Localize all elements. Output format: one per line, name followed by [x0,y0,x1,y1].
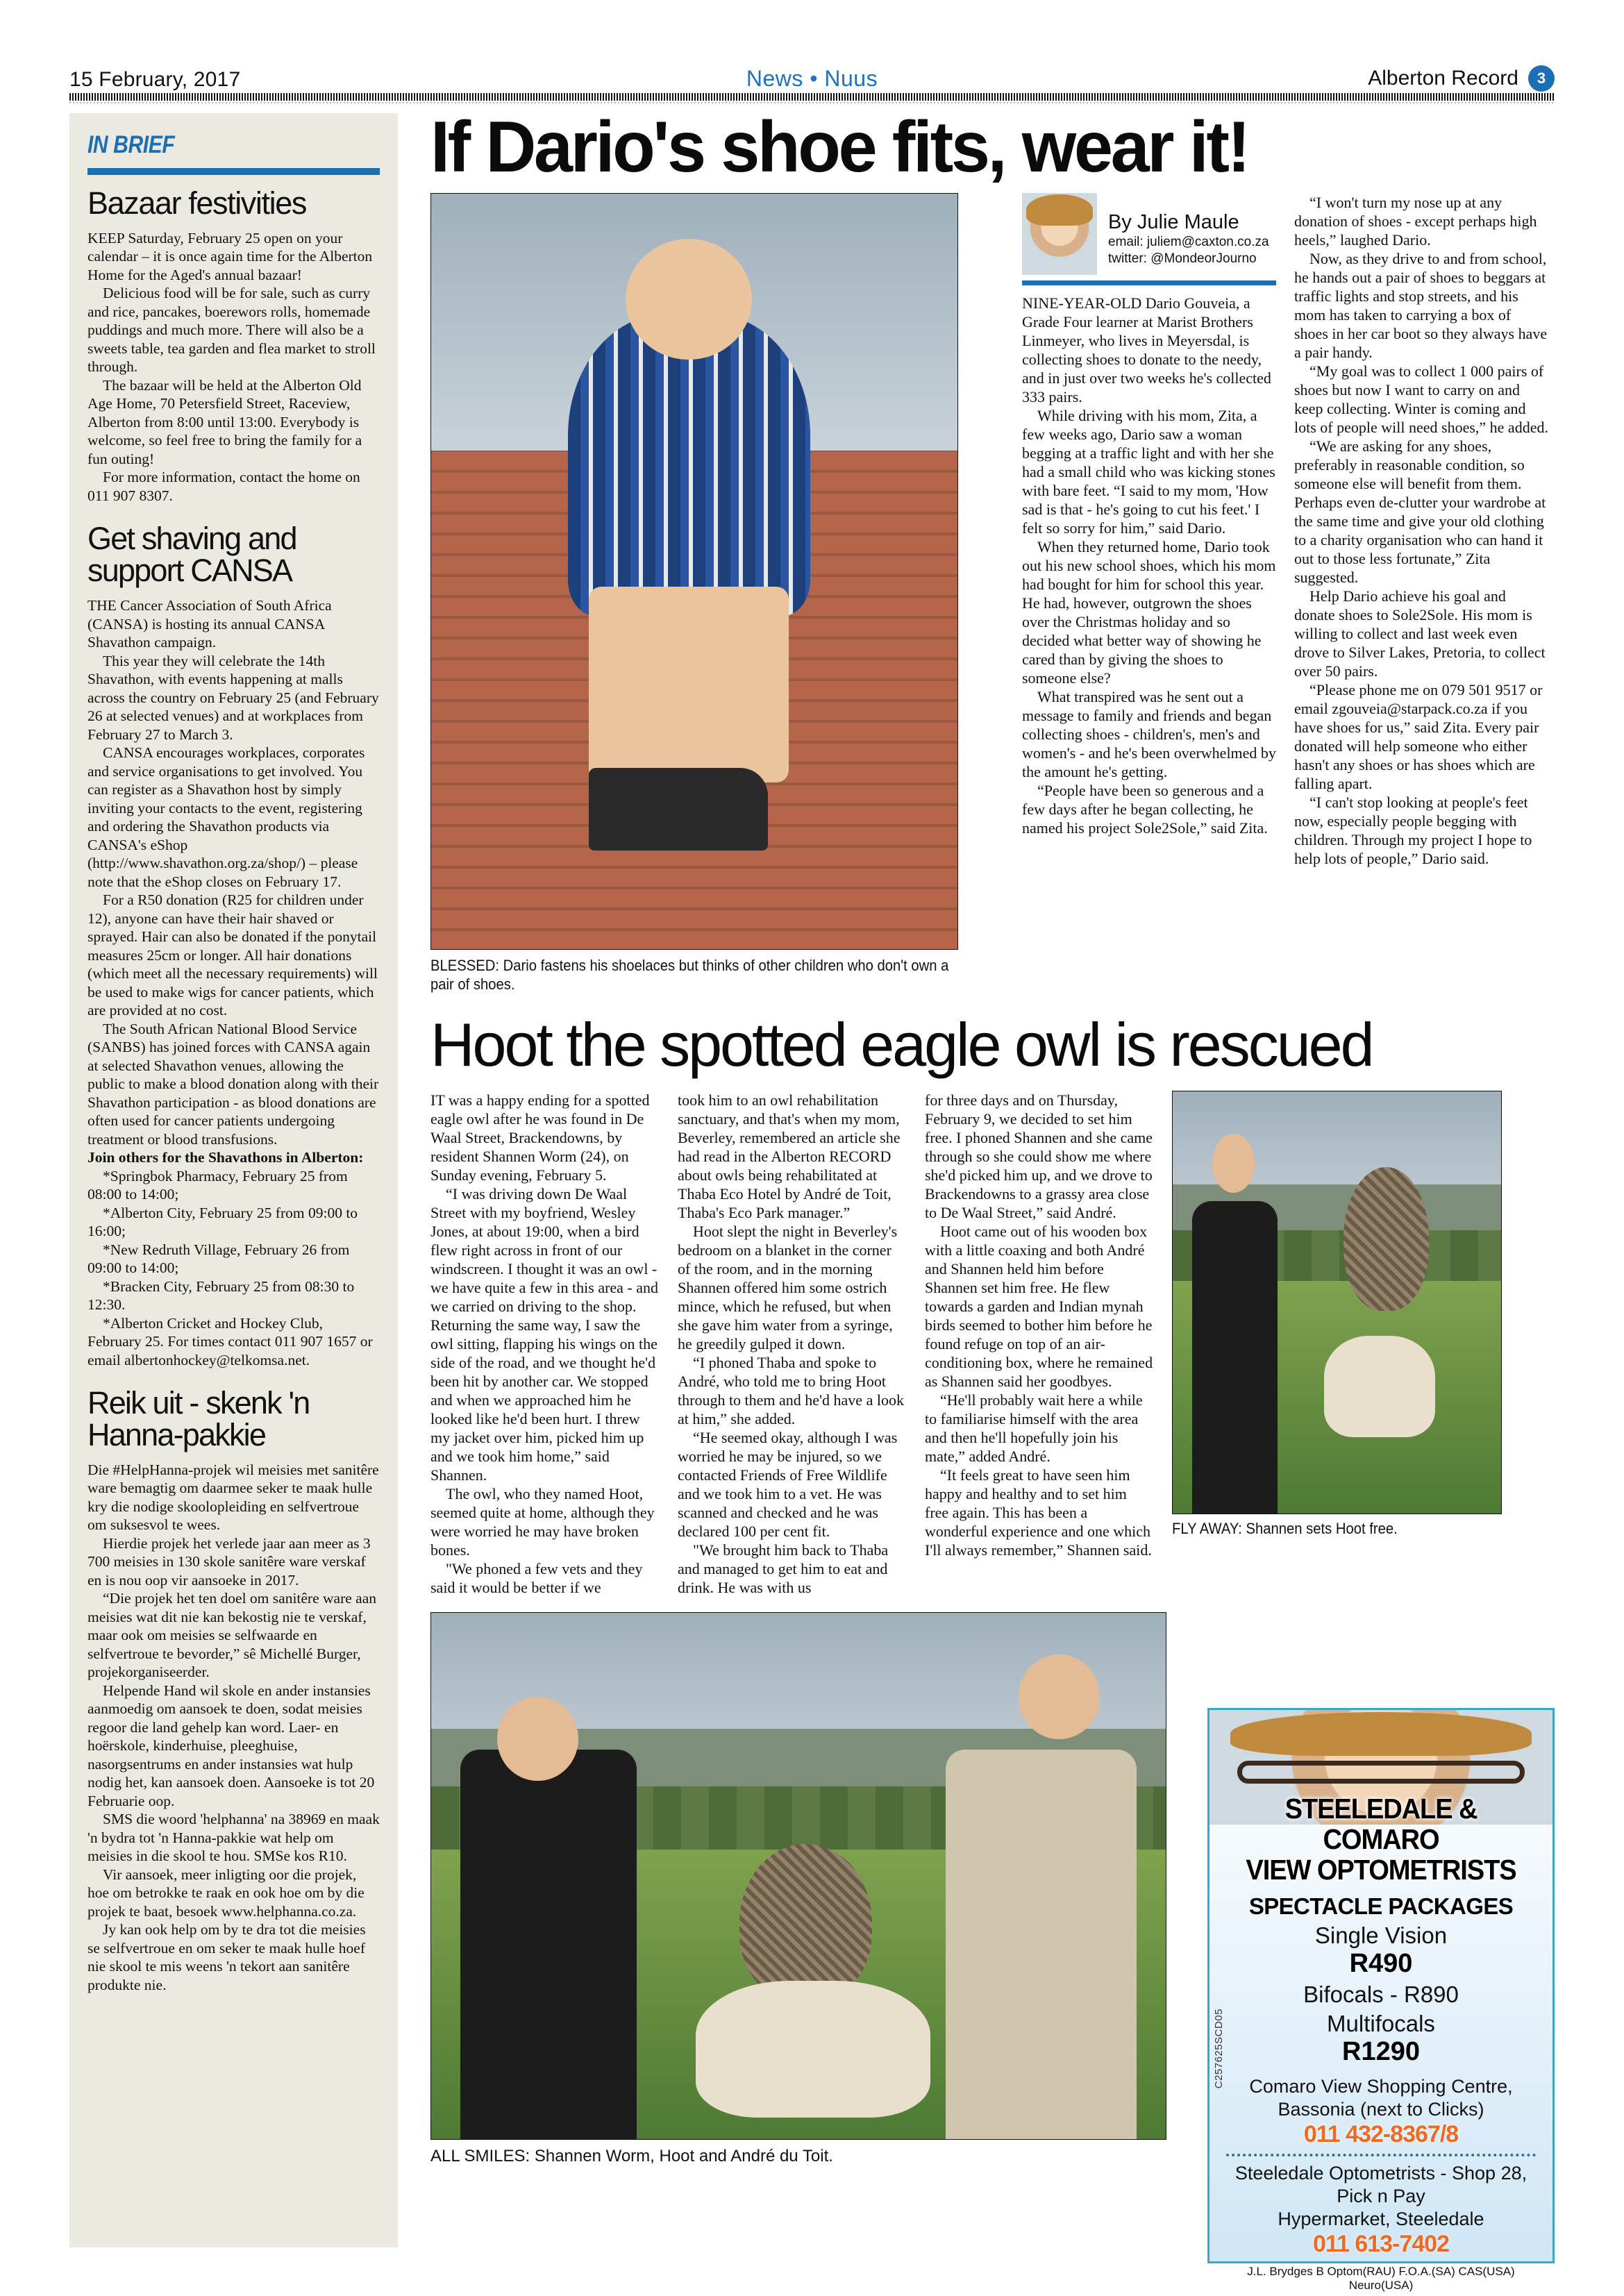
paragraph: What transpired was he sent out a message to family and friends and began collecting shoes - children's, men's and women's - and he's been overwhelmed by the amount he's getting. [1022,687,1276,780]
advertisement-optometrists[interactable] [1207,1708,1555,2292]
paragraph: For a R50 donation (R25 for children under 12), anyone can have their hair shaved or sprayed. Hair can also be donated if the ponytail measures 25cm or longer. All hair donations (which meet all the necessary requirements) will be used to make wigs for cancer patients, which are provided at no cost. [87,891,378,1019]
ad-phone-1[interactable]: 011 432-8367/8 [1303,2121,1459,2147]
sidebar-story-cansa [87,523,380,1369]
paragraph: SMS die woord 'helphanna' na 38969 en maak 'n bydra tot 'n Hanna-pakkie wat help om meisies in die skool te hou. SMSe kos R10. [87,1811,380,1865]
masthead-right [1368,65,1555,92]
in-brief-divider [87,168,380,175]
issue-date: 15 February, 2017 [69,68,241,91]
owl-photo-block [1172,1091,1502,1597]
ad-job-code: C257625SCD05 [1213,2009,1225,2089]
ad-address2-line1: Steeledale Optometrists - Shop 28, Pick n Pay [1234,2163,1527,2206]
ad-package3-price: R1290 [1342,2037,1420,2066]
sidebar-story-helphanna [87,1387,380,1994]
paragraph: CANSA encourages workplaces, corporates and service organisations to get involved. You can register as a Shavathon host by simply inviting your contacts to the event, registering and ordering the Shavathon products via CANSA's eShop (http://www.shavathon.org.za/shop/) – please note that the eShop closes on February 17. [87,744,365,890]
paragraph: “He seemed okay, although I was worried he may be injured, so we contacted Friends of Free Wildlife and we took him to a vet. He was scanned and checked and he was declared 100 per cent fit. [678,1428,898,1540]
paragraph: Die #HelpHanna-projek wil meisies met sanitêre ware bemagtig om daarmee seker te maak hulle kry die nodige skoolopleiding en selfvertroue om suksesvol te wees. [87,1461,379,1534]
ad-package2: Bifocals - R890 [1303,1981,1459,2007]
ad-title-line2: VIEW OPTOMETRISTS [1246,1854,1516,1886]
lead-text-columns [1022,193,1555,868]
lead-photo-block [430,193,1007,994]
paragraph: “I phoned Thaba and spoke to André, who told me to bring Hoot through to them and he'd have a look at him,” she added. [678,1353,904,1427]
paragraph: Hierdie projek het verlede jaar aan meer as 3 700 meisies in 130 skole sanitêre ware verskaf en is nou oop vir aansoeke in 2017. [87,1534,371,1589]
paragraph: While driving with his mom, Zita, a few weeks ago, Dario saw a woman begging at a traffic light and with her she had a small child who was kicking stones with bare feet. “I said to my mom, 'How sad is that - he's going to cut his feet.' I felt so sorry for him,” said Dario. [1022,406,1275,537]
owl-group-caption: ALL SMILES: Shannen Worm, Hoot and André du Toit. [430,2146,833,2165]
author-avatar [1022,193,1097,275]
paragraph: Now, as they drive to and from school, he hands out a pair of shoes to beggars at traffic lights and stop streets, and his mom has taken to carrying a box of shoes in her car boot so they always have a pair handy. [1294,249,1548,361]
photo-art [431,1613,1166,2139]
shavathon-list-heading: Join others for the Shavathons in Alberton: [87,1149,364,1166]
shavathon-list-item: *Alberton City, February 25 from 09:00 to 16:00; [87,1204,358,1240]
photo-art [431,194,957,949]
owl-column-1 [430,1091,660,1597]
sidebar-headline: Reik uit - skenk 'n Hanna-pakkie [87,1385,310,1453]
paragraph: "We phoned a few vets and they said it would be better if we [430,1559,643,1596]
photo-art [1173,1091,1501,1514]
masthead [69,50,1555,92]
ad-package1-label: Single Vision [1314,1922,1448,1948]
paragraph: IT was a happy ending for a spotted eagle owl after he was found in De Waal Street, Brackendowns, by resident Shannen Worm (24), on Sunday evening, February 5. [430,1091,650,1184]
paragraph: NINE-YEAR-OLD Dario Gouveia, a Grade Four learner at Marist Brothers Linmeyer, who lives in Meyersdal, is collecting shoes to donate to the needy, and in just over two weeks he's collected 333 pairs. [1022,294,1271,405]
author-email: email: juliem@caxton.co.za [1108,234,1269,249]
owl-column-3 [925,1091,1154,1597]
lead-story-top [430,193,1555,994]
paragraph: “I can't stop looking at people's feet now, especially people begging with children. Through my project I hope to help lots of people,” Dario said. [1294,793,1532,867]
section-title: News • Nuus [746,66,878,91]
paragraph: “Please phone me on 079 501 9517 or email zgouveia@starpack.co.za if you have shoes for us,” said Zita. Every pair donated will help someone who either hasn't any shoes or has shoes which are falling apart. [1294,680,1543,792]
masthead-rule [69,93,1555,101]
paragraph: The owl, who they named Hoot, seemed quite at home, although they were worried he may have broken bones. [430,1484,655,1559]
paragraph: "We brought him back to Thaba and managed to get him to eat and drink. He was with us [678,1541,889,1596]
ad-package1-price: R490 [1349,1949,1413,1978]
sidebar-body [87,596,380,1369]
paragraph: THE Cancer Association of South Africa (CANSA) is hosting its annual CANSA Shavathon campaign. [87,597,332,651]
publication-title: Alberton Record [1368,67,1518,90]
sidebar-body [87,229,380,505]
owl-column-2 [678,1091,907,1597]
byline-divider [1022,280,1276,285]
ad-title-line1: STEELEDALE & COMARO [1284,1793,1477,1855]
lead-headline: If Dario's shoe fits, wear it! [430,107,1248,187]
shavathon-list-item: *Bracken City, February 25 from 08:30 to 12:30. [87,1277,355,1314]
page-number-badge: 3 [1528,65,1555,92]
ad-credentials: J.L. Brydges B Optom(RAU) F.O.A.(SA) CAS(USA) Neuro(USA) [1247,2265,1515,2292]
second-story-grid [430,1091,1555,1597]
lead-column-1 [1022,193,1276,868]
in-brief-sidebar [69,113,398,2247]
paragraph: took him to an owl rehabilitation sanctuary, and that's when my mom, Beverley, remembered an article she had read in the Alberton RECORD about owls being rehabilitated at Thaba Eco Hotel by André de Toit, Thaba's Eco Park manager.” [678,1091,901,1221]
lead-photo [430,193,958,950]
paragraph: Help Dario achieve his goal and donate shoes to Sole2Sole. His mom is willing to collect and last week even drove to Silver Lakes, Pretoria, to collect over 50 pairs. [1294,587,1546,680]
masthead-rule-secondary [69,102,1555,103]
ad-package3-label: Multifocals [1327,2011,1435,2036]
ad-subtitle: SPECTACLE PACKAGES [1248,1893,1514,1919]
paragraph: Helpende Hand wil skole en ander instansies aanmoedig om aansoek te doen, sodat meisies regoor die land gehelp kan word. Laer- en hoërskole, kinderhuise, pleeghuise, nasorgsentrums en ander instansies wat hulp nodig het, kan aansoek doen. Aansoeke is tot 20 Februarie oop. [87,1682,375,1809]
paragraph: Vir aansoek, meer inligting oor die projek, hoe om betrokke te raak en ook hoe om by die projek te baat, besoek www.helphanna.co.za. [87,1866,365,1920]
paragraph: “We are asking for any shoes, preferably in reasonable condition, so someone else will benefit from them. Perhaps even de-clutter your wardrobe at the same time and give your old clothing to a charity organisation who can hand it out to those less fortunate,” Zita suggested. [1294,437,1546,586]
owl-photo-caption: FLY AWAY: Shannen sets Hoot free. [1172,1519,1398,1537]
paragraph: Hoot slept the night in Beverley's bedroom on a blanket in the corner of the room, and in the morning Shannen offered him some ostrich mince, which he refused, but when she gave him water from a syringe, he greedily gulped it down. [678,1222,898,1352]
paragraph: “I won't turn my nose up at any donation of shoes - except perhaps high heels,” laughed Dario. [1294,193,1537,249]
byline-text [1108,193,1269,267]
shavathon-list-item: *Alberton Cricket and Hockey Club, February 25. For times contact 011 907 1657 or email albertonhockey@telkomsa.net. [87,1314,373,1368]
lead-column-2 [1294,193,1548,868]
ad-address1-line1: Comaro View Shopping Centre, [1249,2076,1513,2097]
ad-content [1209,1793,1552,2292]
paragraph: “I was driving down De Waal Street with my boyfriend, Wesley Jones, at about 19:00, when a bird flew right across in front of our windscreen. I thought it was an owl - we have quite a few in this area - and we carried on driving to the shop. Returning the same way, I saw the owl sitting, flapping his wings on the side of the road, and we thought he'd been hit by another car. We stopped and when we approached him he looked like he'd been hurt. I threw my jacket over him, picked him up and we took him home,” said Shannen. [430,1184,659,1484]
ad-address1-line2: Bassonia (next to Clicks) [1278,2099,1484,2120]
paragraph: Delicious food will be for sale, such as curry and rice, pancakes, boerewors rolls, homemade puddings and much more. There will also be a sweets table, tea garden and flea market to stroll through. [87,285,376,376]
author-twitter: twitter: @MondeorJourno [1108,251,1257,266]
owl-group-photo [430,1612,1166,2140]
sidebar-body [87,1461,380,1995]
in-brief-label: IN BRIEF [87,131,175,158]
shavathon-list-item: *Springbok Pharmacy, February 25 from 08:00 to 14:00; [87,1167,348,1203]
lead-photo-caption: BLESSED: Dario fastens his shoelaces but thinks of other children who don't own a pair of shoes. [430,956,949,993]
paragraph: “He'll probably wait here a while to familiarise himself with the area and then he'll hopefully join his mate,” added André. [925,1391,1143,1465]
author-name: By Julie Maule [1108,210,1239,233]
paragraph: Hoot came out of his wooden box with a little coaxing and both André and Shannen held him before Shannen set him free. He flew towards a garden and Indian mynah birds seemed to bother him before he found refuge on top of an air-conditioning box, where he remained as Shannen said her goodbyes. [925,1222,1153,1390]
ad-phone-2[interactable]: 011 613-7402 [1313,2231,1449,2257]
paragraph: “My goal was to collect 1 000 pairs of shoes but now I want to carry on and keep collecting. Winter is coming and lots of people will need shoes,” he added. [1294,362,1548,436]
sidebar-story-bazaar [87,187,380,505]
second-headline: Hoot the spotted eagle owl is rescued [430,1009,1373,1079]
paragraph: KEEP Saturday, February 25 open on your calendar – it is once again time for the Alberton Home for the Aged's annual bazaar! [87,229,373,283]
paragraph: “People have been so generous and a few days after he began collecting, he named his project Sole2Sole,” said Zita. [1022,781,1268,837]
byline [1022,193,1276,275]
owl-release-photo [1172,1091,1502,1514]
paragraph: The bazaar will be held at the Alberton Old Age Home, 70 Petersfield Street, Raceview, Alberton from 8:00 until 13:00. Everybody is welcome, so feel free to bring the family for a fun outing! [87,376,362,467]
paragraph: This year they will celebrate the 14th Shavathon, with events happening at malls across the country on February 25 (and February 26 at selected venues) and at workplaces from February 27 to March 3. [87,652,379,743]
sidebar-headline: Bazaar festivities [87,185,306,221]
paragraph: For more information, contact the home on 011 907 8307. [87,469,360,504]
paragraph: The South African National Blood Service (SANBS) has joined forces with CANSA again at selected Shavathon venues, allowing the public to make a blood donation along with their Shavathon participation - as blood donations are often used for cancer patients undergoing treatment or blood transfusions. [87,1020,379,1148]
sidebar-headline: Get shaving and support CANSA [87,521,296,589]
paragraph: “It feels great to have seen him happy and healthy and to set him free again. This has been a wonderful experience and one which I'll always remember,” Shannen said. [925,1466,1152,1559]
ad-address2-line2: Hypermarket, Steeledale [1278,2209,1484,2229]
paragraph: “Die projek het ten doel om sanitêre ware aan meisies wat dit nie kan bekostig nie te verskaf, maar ook om meisies se selfwaarde en selfvertroue te bevorder,” sê Michellé Burger, projekorganiseerder. [87,1590,376,1681]
paragraph: for three days and on Thursday, February 9, we decided to set him free. I phoned Shannen and she came through so she could show me where she'd picked him up, and we drove to Brackendowns to a grassy area close to De Waal Street,” said André. [925,1091,1153,1221]
shavathon-list-item: *New Redruth Village, February 26 from 09:00 to 14:00; [87,1241,350,1277]
paragraph: Jy kan ook help om by te dra tot die meisies se selfvertroue en om seker te maak hulle hoef nie skool te mis weens 'n tekort aan sanitêre produkte nie. [87,1921,366,1993]
ad-divider [1226,2154,1536,2156]
paragraph: When they returned home, Dario took out his new school shoes, which his mom had bought for him for school this year. He had, however, outgrown the shoes over the Christmas holiday and so decided what better way of showing he cared than by giving the shoes to someone else? [1022,537,1276,687]
